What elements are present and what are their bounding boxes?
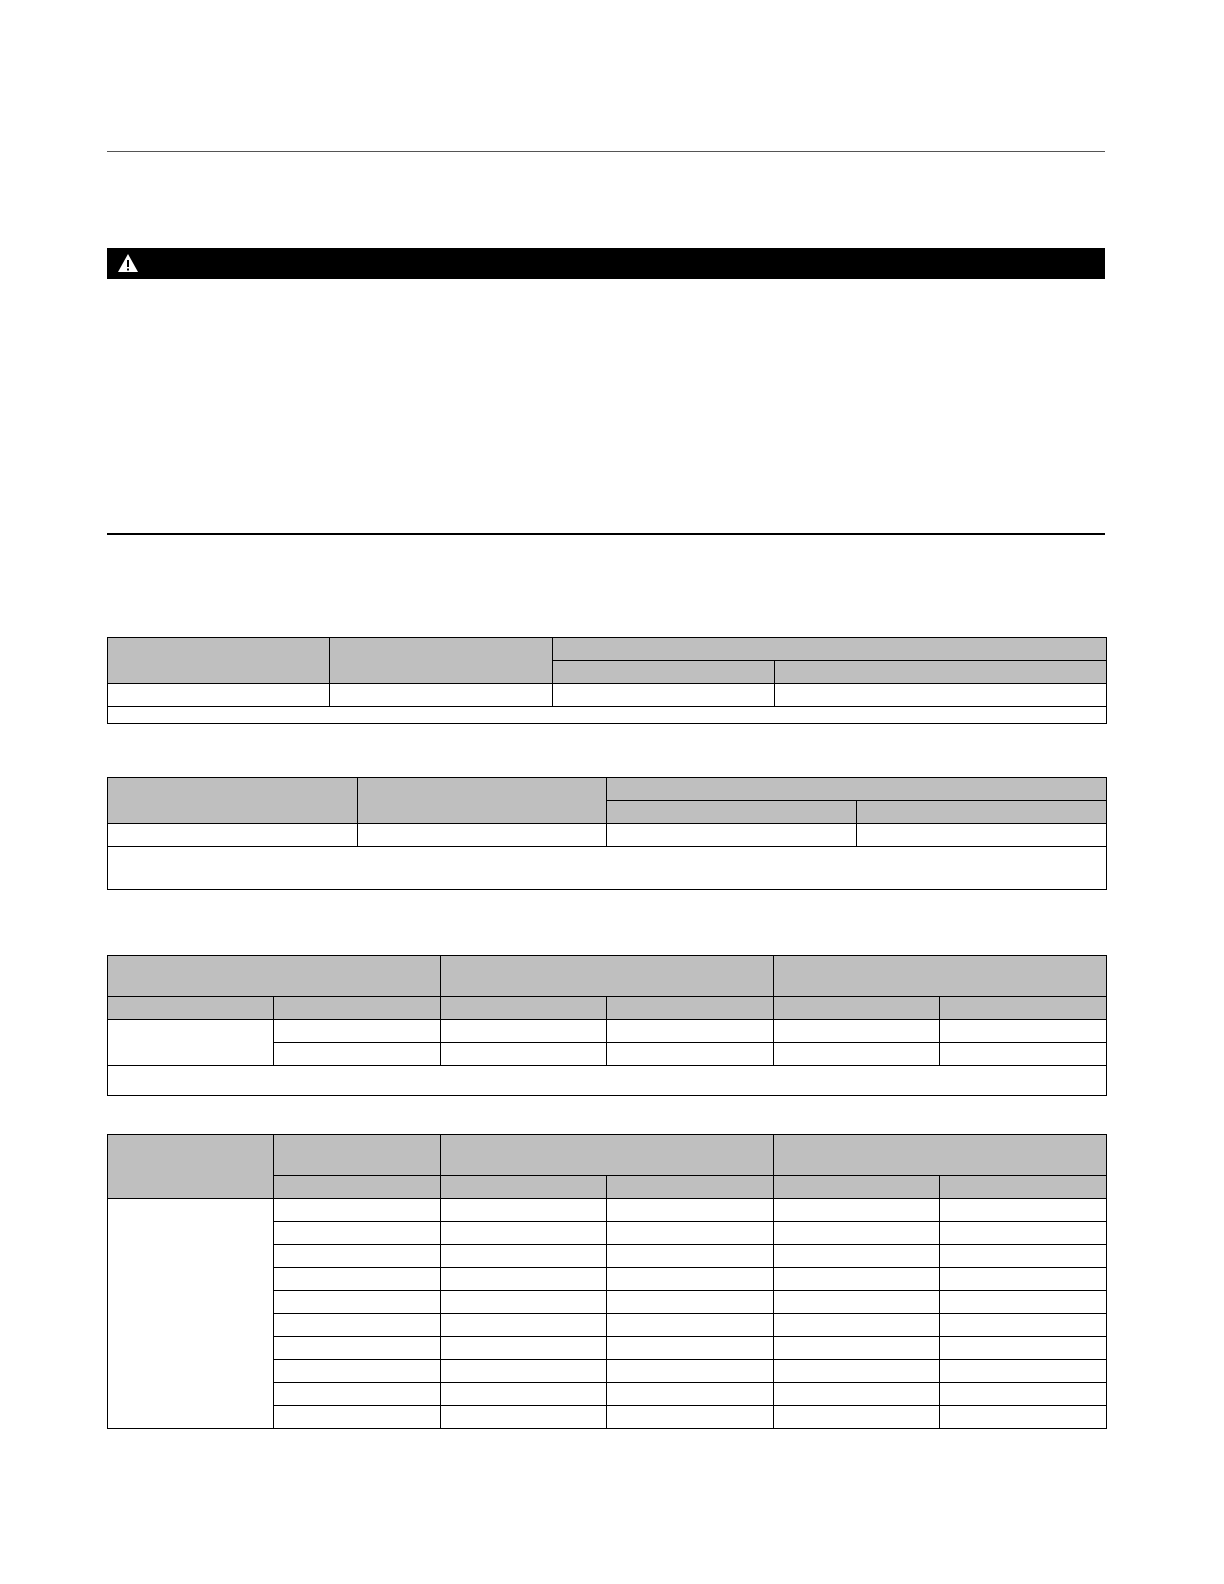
spec-table-4 bbox=[107, 1134, 1107, 1429]
table-cell bbox=[274, 1245, 441, 1268]
table-header-cell bbox=[274, 1135, 441, 1176]
table-header-row bbox=[108, 997, 1107, 1020]
table-cell bbox=[940, 1337, 1107, 1360]
table-cell bbox=[274, 1291, 441, 1314]
table-cell bbox=[607, 1268, 774, 1291]
table-body bbox=[108, 1199, 1107, 1429]
table-cell bbox=[441, 1268, 607, 1291]
table-header-cell bbox=[607, 778, 1107, 801]
table-cell bbox=[607, 1406, 774, 1429]
table-cell bbox=[274, 1199, 441, 1222]
table-cell bbox=[857, 824, 1107, 847]
table-cell bbox=[441, 1314, 607, 1337]
table-header-cell bbox=[607, 801, 857, 824]
table-cell bbox=[607, 1245, 774, 1268]
table-cell bbox=[274, 1360, 441, 1383]
table-cell bbox=[441, 1360, 607, 1383]
table-header-cell bbox=[274, 997, 441, 1020]
table-header-cell bbox=[108, 778, 358, 824]
table-header-cell bbox=[441, 1135, 774, 1176]
table-cell bbox=[108, 1199, 274, 1429]
table-cell bbox=[108, 1020, 274, 1066]
table-cell bbox=[274, 1222, 441, 1245]
table-note-cell bbox=[108, 707, 1107, 724]
table-cell bbox=[607, 824, 857, 847]
table-note-cell bbox=[108, 1066, 1107, 1096]
table-cell bbox=[607, 1337, 774, 1360]
table-header-cell bbox=[774, 997, 940, 1020]
table-header-row bbox=[108, 956, 1107, 997]
table-row bbox=[108, 1020, 1107, 1043]
table-cell bbox=[774, 1222, 940, 1245]
table-header-row bbox=[108, 778, 1107, 801]
table-cell bbox=[940, 1020, 1107, 1043]
header-rule bbox=[107, 151, 1105, 152]
table-header-cell bbox=[774, 956, 1107, 997]
table-cell bbox=[274, 1337, 441, 1360]
table-header-cell bbox=[274, 1176, 441, 1199]
table-cell bbox=[607, 1020, 774, 1043]
table-cell bbox=[607, 1314, 774, 1337]
spec-table-2 bbox=[107, 777, 1107, 890]
table-header-cell bbox=[358, 778, 607, 824]
table-cell bbox=[940, 1043, 1107, 1066]
table-cell bbox=[108, 824, 358, 847]
table-header-cell bbox=[441, 956, 774, 997]
spec-table-3 bbox=[107, 955, 1107, 1096]
table-header-cell bbox=[108, 956, 441, 997]
table-cell bbox=[940, 1291, 1107, 1314]
table-cell bbox=[607, 1043, 774, 1066]
table-note-row bbox=[108, 847, 1107, 890]
table-cell bbox=[775, 684, 1107, 707]
table-cell bbox=[607, 1222, 774, 1245]
table-header-cell bbox=[607, 997, 774, 1020]
warning-banner bbox=[107, 248, 1105, 279]
table-header-cell bbox=[774, 1176, 940, 1199]
table-cell bbox=[607, 1360, 774, 1383]
table-cell bbox=[774, 1337, 940, 1360]
table-cell bbox=[441, 1245, 607, 1268]
table-note-row bbox=[108, 1066, 1107, 1096]
table-cell bbox=[774, 1314, 940, 1337]
table-cell bbox=[940, 1245, 1107, 1268]
table-cell bbox=[441, 1406, 607, 1429]
table-cell bbox=[940, 1383, 1107, 1406]
table-cell bbox=[274, 1020, 441, 1043]
table-cell bbox=[441, 1199, 607, 1222]
table-cell bbox=[607, 1383, 774, 1406]
table-cell bbox=[358, 824, 607, 847]
table-row bbox=[108, 684, 1107, 707]
table-cell bbox=[441, 1291, 607, 1314]
table-cell bbox=[441, 1222, 607, 1245]
table-cell bbox=[774, 1406, 940, 1429]
table-cell bbox=[940, 1268, 1107, 1291]
table-cell bbox=[774, 1043, 940, 1066]
table-cell bbox=[274, 1383, 441, 1406]
table-header-row bbox=[108, 1135, 1107, 1176]
table-cell bbox=[108, 684, 330, 707]
table-cell bbox=[274, 1314, 441, 1337]
table-cell bbox=[274, 1268, 441, 1291]
table-header-cell bbox=[108, 638, 330, 684]
table-header-cell bbox=[108, 1135, 274, 1199]
table-header-cell bbox=[553, 638, 1107, 661]
table-cell bbox=[774, 1268, 940, 1291]
table-cell bbox=[441, 1383, 607, 1406]
table-cell bbox=[774, 1383, 940, 1406]
table-header-cell bbox=[940, 1176, 1107, 1199]
table-row bbox=[108, 824, 1107, 847]
table-cell bbox=[940, 1222, 1107, 1245]
table-cell bbox=[774, 1199, 940, 1222]
table-header-cell bbox=[441, 997, 607, 1020]
table-cell bbox=[274, 1406, 441, 1429]
warning-triangle-icon bbox=[117, 253, 139, 273]
table-header-cell bbox=[553, 661, 775, 684]
table-header-cell bbox=[775, 661, 1107, 684]
table-cell bbox=[441, 1020, 607, 1043]
table-header-cell bbox=[108, 997, 274, 1020]
table-cell bbox=[774, 1245, 940, 1268]
table-cell bbox=[774, 1360, 940, 1383]
table-cell bbox=[441, 1337, 607, 1360]
table-header-cell bbox=[330, 638, 553, 684]
spec-table-1 bbox=[107, 637, 1107, 724]
table-cell bbox=[774, 1291, 940, 1314]
table-cell bbox=[607, 1199, 774, 1222]
table-cell bbox=[940, 1406, 1107, 1429]
table-header-row bbox=[108, 638, 1107, 661]
table-cell bbox=[607, 1291, 774, 1314]
table-cell bbox=[940, 1199, 1107, 1222]
table-row bbox=[108, 1199, 1107, 1222]
table-header-cell bbox=[441, 1176, 607, 1199]
table-cell bbox=[774, 1020, 940, 1043]
table-cell bbox=[940, 1360, 1107, 1383]
table-header-cell bbox=[607, 1176, 774, 1199]
section-rule bbox=[107, 533, 1105, 535]
table-note-cell bbox=[108, 847, 1107, 890]
table-cell bbox=[274, 1043, 441, 1066]
table-header-cell bbox=[857, 801, 1107, 824]
table-header-cell bbox=[774, 1135, 1107, 1176]
table-cell bbox=[553, 684, 775, 707]
table-cell bbox=[330, 684, 553, 707]
table-cell bbox=[940, 1314, 1107, 1337]
table-header-cell bbox=[940, 997, 1107, 1020]
table-cell bbox=[441, 1043, 607, 1066]
table-note-row bbox=[108, 707, 1107, 724]
